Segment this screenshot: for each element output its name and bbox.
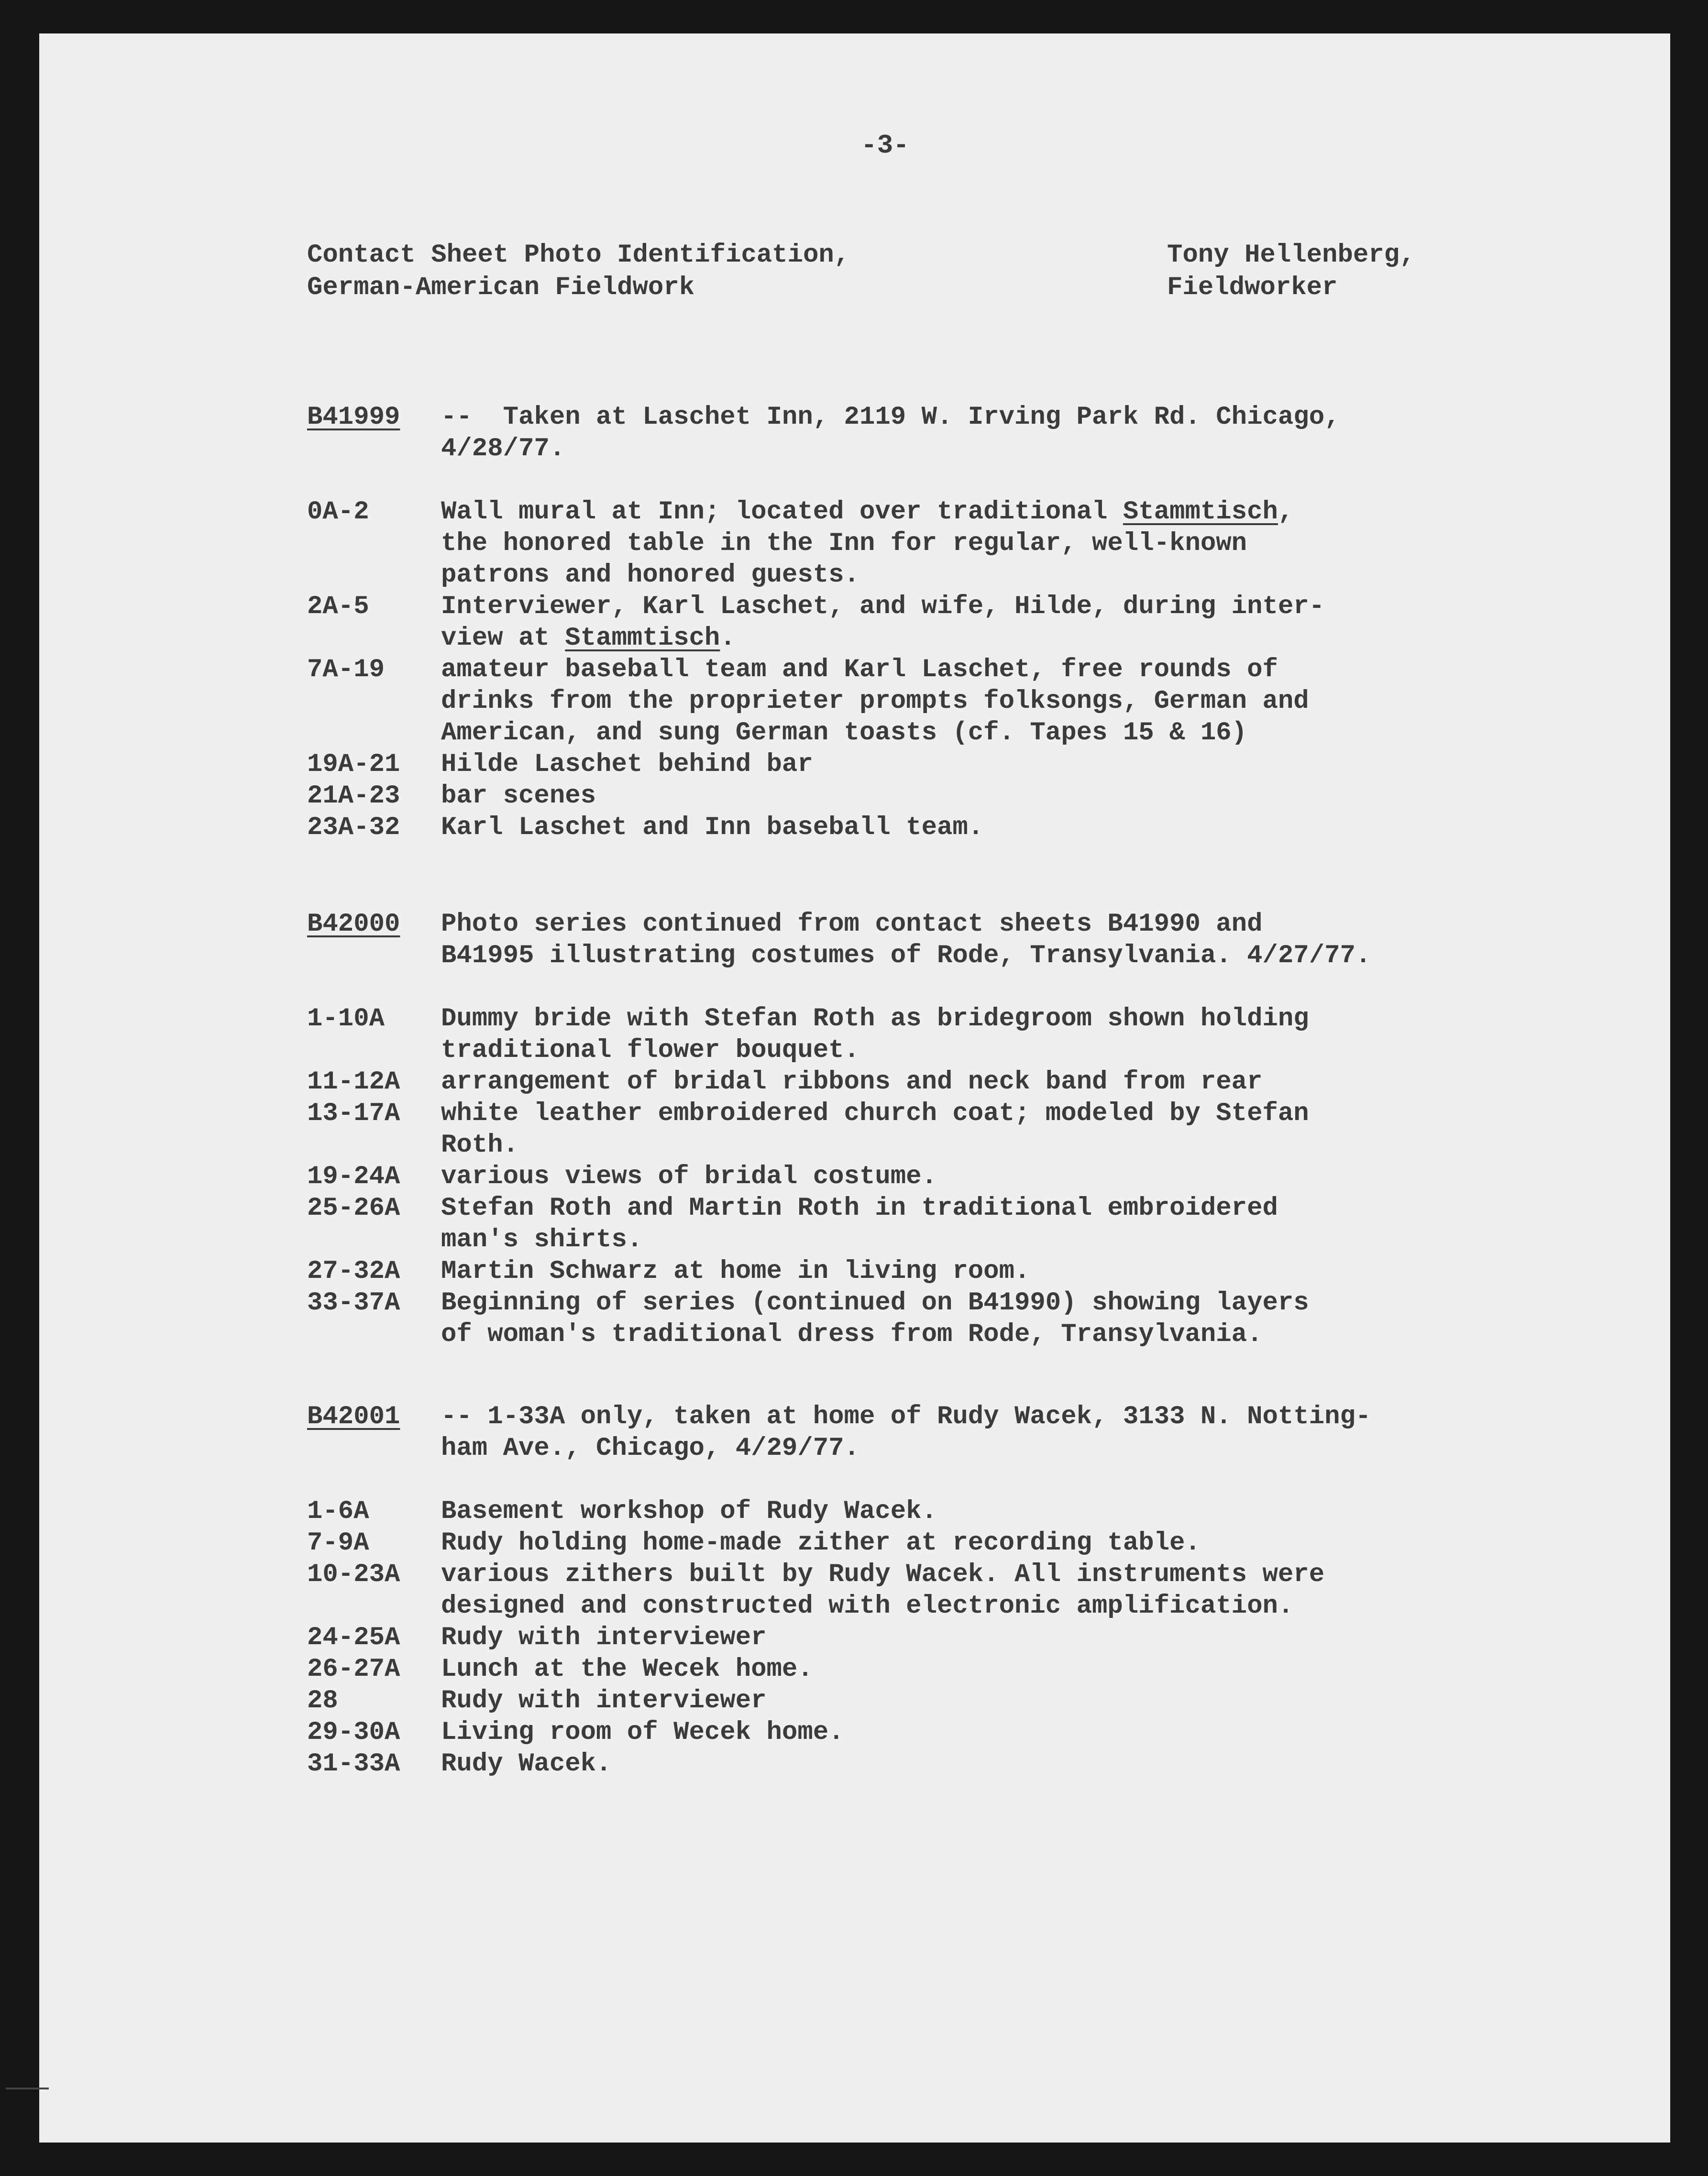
entry-text: arrangement of bridal ribbons and neck band from rear bbox=[441, 1067, 1263, 1097]
entry-row bbox=[307, 1685, 1555, 1717]
entry-text: Lunch at the Wecek home. bbox=[441, 1655, 813, 1684]
frame-range: 0A-2 bbox=[307, 497, 369, 527]
entry-row bbox=[307, 1622, 1555, 1654]
series-id: B42000 bbox=[307, 910, 400, 939]
frame-range: 21A-23 bbox=[307, 781, 400, 811]
entry-text: bar scenes bbox=[441, 781, 596, 811]
entry-text: Dummy bride with Stefan Roth as bridegroom shown holding bbox=[441, 1004, 1309, 1033]
series-intro-text: 1-33A only, taken at home of Rudy Wacek, 3133 N. Notting- bbox=[487, 1402, 1371, 1431]
entry-text: designed and constructed with electronic amplification. bbox=[441, 1592, 1294, 1621]
margin-mark bbox=[6, 2088, 49, 2089]
entry-text: Martin Schwarz at home in living room. bbox=[441, 1257, 1030, 1286]
entry-text: Karl Laschet and Inn baseball team. bbox=[441, 813, 984, 842]
page-number: -3- bbox=[861, 130, 909, 161]
frame-range: 29-30A bbox=[307, 1718, 400, 1747]
frame-range: 19-24A bbox=[307, 1162, 400, 1191]
entry-row bbox=[307, 1003, 1555, 1066]
frame-range: 27-32A bbox=[307, 1257, 400, 1286]
series-intro bbox=[307, 402, 1555, 433]
frame-range: 28 bbox=[307, 1686, 338, 1715]
entry-text: Roth. bbox=[441, 1131, 519, 1160]
frame-range: 2A-5 bbox=[307, 592, 369, 621]
entry-text: man's shirts. bbox=[441, 1225, 643, 1254]
entry-row bbox=[307, 1496, 1555, 1528]
frame-range: 33-37A bbox=[307, 1288, 400, 1318]
entry-row bbox=[307, 1287, 1555, 1351]
entry-text: patrons and honored guests. bbox=[441, 560, 860, 590]
entry-text: . bbox=[720, 624, 736, 653]
entry-text: drinks from the proprieter prompts folksongs, German and bbox=[441, 687, 1309, 716]
entry-text: Rudy with interviewer bbox=[441, 1623, 767, 1652]
frame-range: 1-6A bbox=[307, 1497, 369, 1526]
entry-row bbox=[307, 1654, 1555, 1685]
series-id: B42001 bbox=[307, 1402, 400, 1431]
frame-range: 26-27A bbox=[307, 1655, 400, 1684]
series-intro-cont: B41995 illustrating costumes of Rode, Transylvania. 4/27/77. bbox=[441, 941, 1371, 970]
entry-text: white leather embroidered church coat; modeled by Stefan bbox=[441, 1099, 1309, 1128]
series-separator: -- bbox=[441, 1402, 472, 1431]
series-b41999 bbox=[307, 402, 1555, 844]
frame-range: 7A-19 bbox=[307, 655, 385, 684]
entry-row bbox=[307, 1748, 1555, 1780]
header-subtitle: German-American Fieldwork bbox=[307, 273, 695, 302]
entry-text: Hilde Laschet behind bar bbox=[441, 750, 813, 779]
frame-range: 31-33A bbox=[307, 1749, 400, 1779]
series-intro bbox=[307, 909, 1555, 940]
header-title: Contact Sheet Photo Identification, bbox=[307, 241, 850, 270]
entry-text: Rudy with interviewer bbox=[441, 1686, 767, 1715]
entry-row bbox=[307, 1193, 1555, 1256]
entry-row bbox=[307, 749, 1555, 780]
entry-row bbox=[307, 1559, 1555, 1622]
entry-text: Living room of Wecek home. bbox=[441, 1718, 844, 1747]
fieldworker-name: Tony Hellenberg, bbox=[1167, 241, 1415, 270]
frame-range: 23A-32 bbox=[307, 813, 400, 842]
frame-range: 1-10A bbox=[307, 1004, 385, 1033]
entry-text: Beginning of series (continued on B41990) showing layers bbox=[441, 1288, 1309, 1318]
entry-row bbox=[307, 1098, 1555, 1161]
series-intro bbox=[307, 1401, 1555, 1433]
entry-text: Stefan Roth and Martin Roth in traditional embroidered bbox=[441, 1194, 1278, 1223]
frame-range: 19A-21 bbox=[307, 750, 400, 779]
series-intro-cont: 4/28/77. bbox=[441, 434, 565, 463]
entry-text: view at bbox=[441, 624, 550, 653]
entry-text: various zithers built by Rudy Wacek. All instruments were bbox=[441, 1560, 1325, 1589]
series-intro-text: Photo series continued from contact sheets B41990 and bbox=[441, 910, 1263, 939]
entry-text: American, and sung German toasts (cf. Tapes 15 & 16) bbox=[441, 718, 1247, 747]
entry-row bbox=[307, 1256, 1555, 1287]
entry-text: , bbox=[1278, 497, 1294, 527]
entry-text: traditional flower bouquet. bbox=[441, 1036, 860, 1065]
entry-text: various views of bridal costume. bbox=[441, 1162, 937, 1191]
entry-row bbox=[307, 654, 1555, 749]
entry-row bbox=[307, 780, 1555, 812]
underlined-term: Stammtisch bbox=[565, 624, 720, 653]
series-b42001 bbox=[307, 1401, 1555, 1780]
frame-range: 7-9A bbox=[307, 1528, 369, 1558]
entry-row bbox=[307, 812, 1555, 844]
entry-row bbox=[307, 1161, 1555, 1193]
series-id: B41999 bbox=[307, 403, 400, 432]
entry-row bbox=[307, 496, 1555, 591]
underlined-term: Stammtisch bbox=[1123, 497, 1278, 527]
series-b42000 bbox=[307, 909, 1555, 1351]
entry-row bbox=[307, 1528, 1555, 1559]
entry-text: Rudy holding home-made zither at recording table. bbox=[441, 1528, 1201, 1558]
frame-range: 11-12A bbox=[307, 1067, 400, 1097]
series-intro-text: Taken at Laschet Inn, 2119 W. Irving Park Rd. Chicago, bbox=[503, 403, 1340, 432]
entry-text: the honored table in the Inn for regular, well-known bbox=[441, 529, 1247, 558]
frame-range: 10-23A bbox=[307, 1560, 400, 1589]
header-right bbox=[1167, 239, 1415, 304]
document-page bbox=[39, 33, 1670, 2143]
entry-text: Interviewer, Karl Laschet, and wife, Hilde, during inter- bbox=[441, 592, 1325, 621]
entry-text: of woman's traditional dress from Rode, Transylvania. bbox=[441, 1320, 1263, 1349]
entry-row bbox=[307, 591, 1555, 654]
entry-text: amateur baseball team and Karl Laschet, free rounds of bbox=[441, 655, 1278, 684]
fieldworker-role: Fieldworker bbox=[1167, 273, 1338, 302]
series-intro-cont: ham Ave., Chicago, 4/29/77. bbox=[441, 1434, 860, 1463]
entry-text: Rudy Wacek. bbox=[441, 1749, 612, 1779]
header-left bbox=[307, 239, 849, 304]
frame-range: 25-26A bbox=[307, 1194, 400, 1223]
entry-row bbox=[307, 1717, 1555, 1748]
entry-row bbox=[307, 1066, 1555, 1098]
frame-range: 13-17A bbox=[307, 1099, 400, 1128]
entry-text: Basement workshop of Rudy Wacek. bbox=[441, 1497, 937, 1526]
series-separator: -- bbox=[441, 403, 472, 432]
frame-range: 24-25A bbox=[307, 1623, 400, 1652]
entry-text: Wall mural at Inn; located over traditional bbox=[441, 497, 1108, 527]
